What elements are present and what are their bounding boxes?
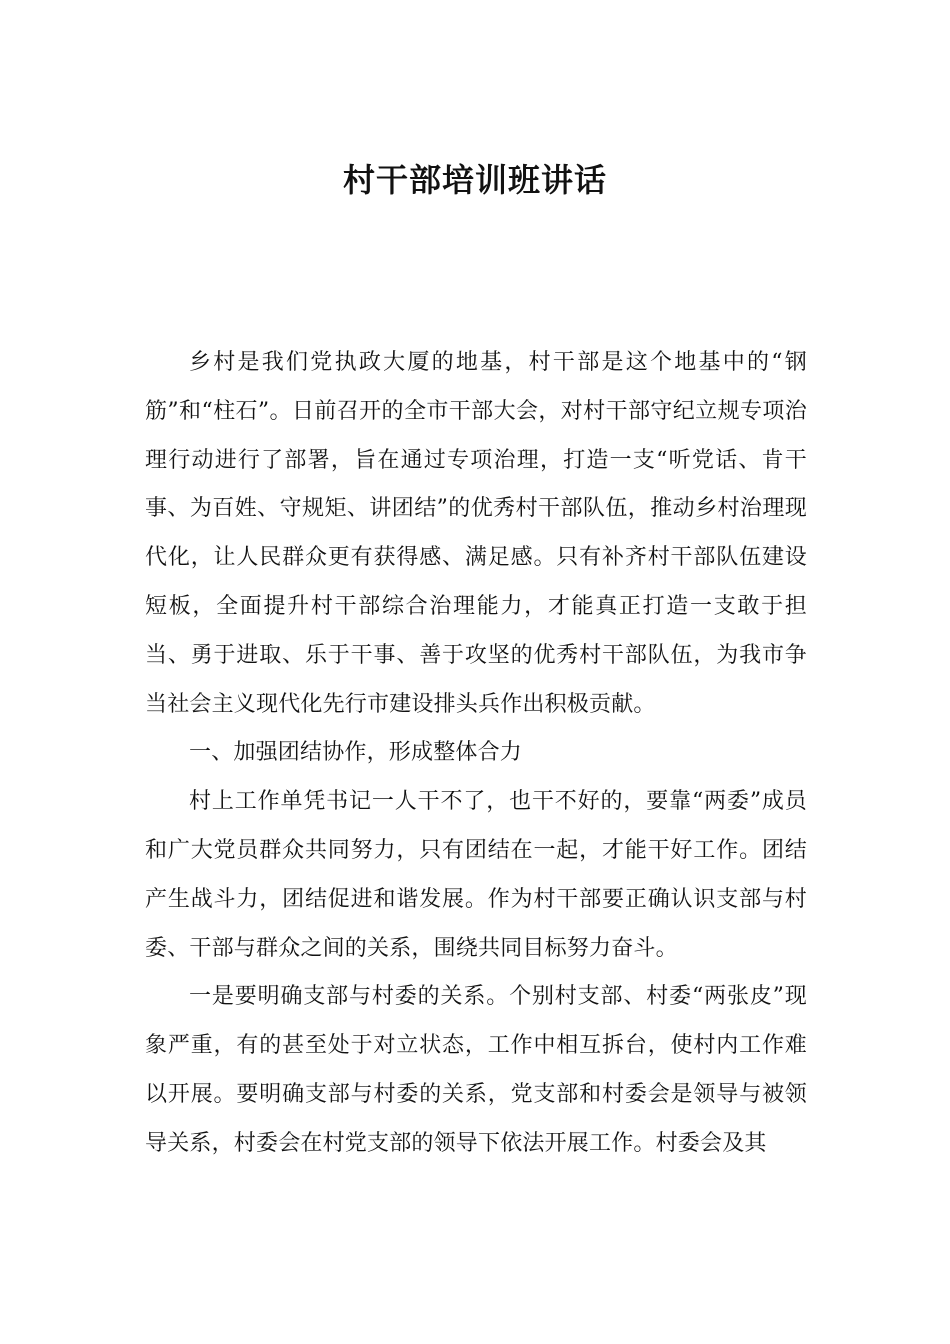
paragraph-section-1: 村上工作单凭书记一人干不了，也干不好的，要靠“两委”成员和广大党员群众共同努力，只有团结在一起，才能干好工作。团结产生战斗力，团结促进和谐发展。作为村干部要正确认识支部与村委、干部与群众之间的关系，围绕共同目标努力奋斗。 [145, 789, 807, 961]
document-title: 村干部培训班讲话 [342, 161, 607, 199]
document-body [145, 339, 807, 1169]
paragraph-point-1: 一是要明确支部与村委的关系。个别村支部、村委“两张皮”现象严重，有的甚至处于对立状态，工作中相互拆台，使村内工作难以开展。要明确支部与村委的关系，党支部和村委会是领导与被领导关系，村委会在村党支部的领导下依法开展工作。村委会及其 [145, 984, 807, 1156]
section-heading-1: 一、加强团结协作，形成整体合力 [189, 740, 523, 766]
paragraph-intro: 乡村是我们党执政大厦的地基，村干部是这个地基中的“钢筋”和“柱石”。日前召开的全市干部大会，对村干部守纪立规专项治理行动进行了部署，旨在通过专项治理，打造一支“听党话、肯干事、为百姓、守规矩、讲团结”的优秀村干部队伍，推动乡村治理现代化，让人民群众更有获得感、满足感。只有补齐村干部队伍建设短板，全面提升村干部综合治理能力，才能真正打造一支敢于担当、勇于进取、乐于干事、善于攻坚的优秀村干部队伍，为我市争当社会主义现代化先行市建设排头兵作出积极贡献。 [145, 350, 807, 717]
